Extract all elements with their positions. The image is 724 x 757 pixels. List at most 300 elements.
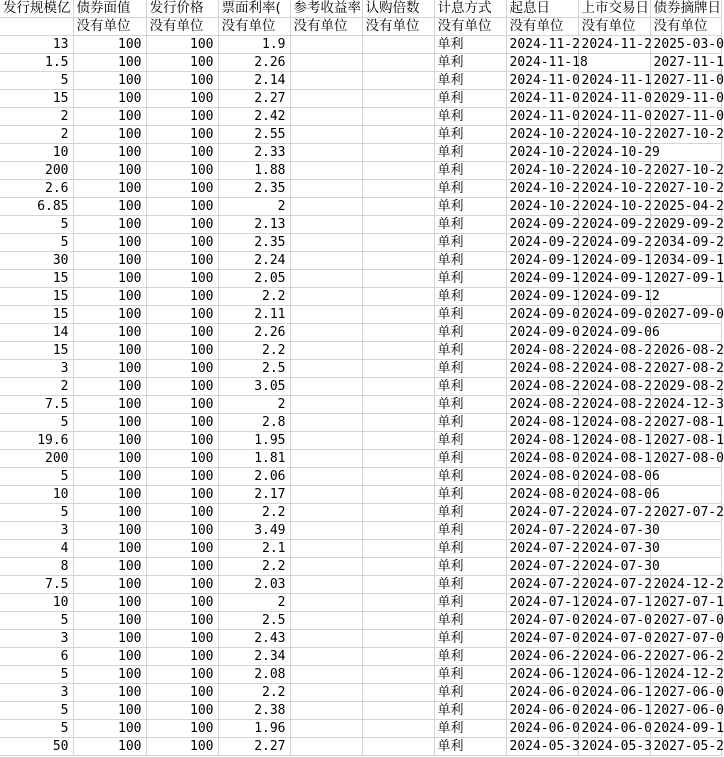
cell-face-value[interactable]: 100 <box>73 648 146 666</box>
cell-interest-method[interactable]: 单利 <box>434 324 506 342</box>
cell-reference-yield[interactable] <box>290 288 362 306</box>
cell-face-value[interactable]: 100 <box>73 738 146 756</box>
cell-interest-method[interactable]: 单利 <box>434 180 506 198</box>
cell-value-date[interactable]: 2024-08-1 <box>506 414 578 432</box>
cell-value-date[interactable]: 2024-08-0 <box>506 468 578 486</box>
cell-delisting-date[interactable] <box>650 522 721 540</box>
cell-listing-date[interactable]: 2024-08-1 <box>578 450 650 468</box>
cell-issue-size[interactable]: 2 <box>0 126 73 144</box>
cell-subscription-multiple[interactable] <box>362 540 434 558</box>
cell-issue-price[interactable]: 100 <box>146 126 218 144</box>
cell-listing-date[interactable]: 2024-08-2 <box>578 378 650 396</box>
cell-interest-method[interactable]: 单利 <box>434 594 506 612</box>
cell-face-value[interactable]: 100 <box>73 252 146 270</box>
cell-issue-size[interactable]: 5 <box>0 468 73 486</box>
cell-coupon-rate[interactable]: 2.26 <box>218 54 290 72</box>
cell-listing-date[interactable]: 2024-11-0 <box>578 90 650 108</box>
header-cell-coupon-rate[interactable]: 票面利率( <box>218 0 290 18</box>
cell-coupon-rate[interactable]: 2.55 <box>218 126 290 144</box>
cell-interest-method[interactable]: 单利 <box>434 90 506 108</box>
cell-interest-method[interactable]: 单利 <box>434 522 506 540</box>
cell-subscription-multiple[interactable] <box>362 234 434 252</box>
cell-coupon-rate[interactable]: 2.35 <box>218 180 290 198</box>
cell-value-date[interactable]: 2024-07-0 <box>506 612 578 630</box>
cell-value-date[interactable]: 2024-11-0 <box>506 108 578 126</box>
cell-reference-yield[interactable] <box>290 468 362 486</box>
cell-face-value[interactable]: 100 <box>73 324 146 342</box>
cell-listing-date[interactable]: 2024-07-2 <box>578 504 650 522</box>
cell-issue-size[interactable]: 10 <box>0 144 73 162</box>
cell-listing-date[interactable]: 2024-06-0 <box>578 720 650 738</box>
unit-cell[interactable]: 没有单位 <box>362 18 434 36</box>
cell-listing-date[interactable]: 2024-10-2 <box>578 198 650 216</box>
cell-value-date[interactable]: 2024-10-2 <box>506 162 578 180</box>
cell-value-date[interactable]: 2024-09-0 <box>506 324 578 342</box>
cell-subscription-multiple[interactable] <box>362 108 434 126</box>
cell-delisting-date[interactable]: 2024-12-2 <box>650 576 721 594</box>
cell-reference-yield[interactable] <box>290 180 362 198</box>
cell-coupon-rate[interactable]: 2.05 <box>218 270 290 288</box>
cell-subscription-multiple[interactable] <box>362 594 434 612</box>
header-cell-interest-method[interactable]: 计息方式 <box>434 0 506 18</box>
cell-subscription-multiple[interactable] <box>362 216 434 234</box>
cell-interest-method[interactable]: 单利 <box>434 36 506 54</box>
unit-cell[interactable]: 没有单位 <box>73 18 146 36</box>
cell-interest-method[interactable]: 单利 <box>434 486 506 504</box>
cell-interest-method[interactable]: 单利 <box>434 252 506 270</box>
cell-subscription-multiple[interactable] <box>362 702 434 720</box>
cell-issue-size[interactable]: 15 <box>0 306 73 324</box>
cell-subscription-multiple[interactable] <box>362 576 434 594</box>
cell-subscription-multiple[interactable] <box>362 414 434 432</box>
cell-subscription-multiple[interactable] <box>362 684 434 702</box>
cell-subscription-multiple[interactable] <box>362 288 434 306</box>
cell-face-value[interactable]: 100 <box>73 360 146 378</box>
cell-subscription-multiple[interactable] <box>362 558 434 576</box>
cell-reference-yield[interactable] <box>290 504 362 522</box>
cell-face-value[interactable]: 100 <box>73 54 146 72</box>
cell-face-value[interactable]: 100 <box>73 234 146 252</box>
cell-issue-size[interactable]: 5 <box>0 612 73 630</box>
cell-issue-price[interactable]: 100 <box>146 522 218 540</box>
cell-coupon-rate[interactable]: 2.33 <box>218 144 290 162</box>
cell-value-date[interactable]: 2024-09-0 <box>506 306 578 324</box>
cell-subscription-multiple[interactable] <box>362 450 434 468</box>
cell-delisting-date[interactable] <box>650 288 721 306</box>
cell-issue-size[interactable]: 10 <box>0 486 73 504</box>
cell-subscription-multiple[interactable] <box>362 720 434 738</box>
cell-face-value[interactable]: 100 <box>73 594 146 612</box>
cell-issue-price[interactable]: 100 <box>146 198 218 216</box>
cell-reference-yield[interactable] <box>290 630 362 648</box>
cell-delisting-date[interactable]: 2027-11-0 <box>650 108 721 126</box>
cell-delisting-date[interactable]: 2029-08-2 <box>650 378 721 396</box>
cell-value-date[interactable]: 2024-06-1 <box>506 666 578 684</box>
cell-issue-price[interactable]: 100 <box>146 216 218 234</box>
cell-subscription-multiple[interactable] <box>362 396 434 414</box>
cell-issue-size[interactable]: 4 <box>0 540 73 558</box>
cell-delisting-date[interactable] <box>650 540 721 558</box>
cell-reference-yield[interactable] <box>290 216 362 234</box>
cell-subscription-multiple[interactable] <box>362 360 434 378</box>
cell-issue-price[interactable]: 100 <box>146 162 218 180</box>
cell-issue-size[interactable]: 3 <box>0 630 73 648</box>
header-cell-value-date[interactable]: 起息日 <box>506 0 578 18</box>
cell-issue-price[interactable]: 100 <box>146 360 218 378</box>
cell-interest-method[interactable]: 单利 <box>434 540 506 558</box>
cell-interest-method[interactable]: 单利 <box>434 702 506 720</box>
cell-interest-method[interactable]: 单利 <box>434 54 506 72</box>
cell-listing-date[interactable]: 2024-05-3 <box>578 738 650 756</box>
cell-listing-date[interactable]: 2024-08-06 <box>578 468 650 486</box>
cell-issue-size[interactable]: 1.5 <box>0 54 73 72</box>
cell-interest-method[interactable]: 单利 <box>434 666 506 684</box>
cell-issue-size[interactable]: 2 <box>0 108 73 126</box>
cell-coupon-rate[interactable]: 2.08 <box>218 666 290 684</box>
cell-reference-yield[interactable] <box>290 594 362 612</box>
cell-delisting-date[interactable]: 2029-11-0 <box>650 90 721 108</box>
cell-reference-yield[interactable] <box>290 522 362 540</box>
cell-listing-date[interactable]: 2024-07-1 <box>578 594 650 612</box>
unit-cell[interactable]: 没有单位 <box>146 18 218 36</box>
cell-coupon-rate[interactable]: 2.2 <box>218 558 290 576</box>
cell-subscription-multiple[interactable] <box>362 126 434 144</box>
cell-issue-size[interactable]: 15 <box>0 342 73 360</box>
cell-issue-size[interactable]: 10 <box>0 594 73 612</box>
cell-interest-method[interactable]: 单利 <box>434 414 506 432</box>
cell-subscription-multiple[interactable] <box>362 90 434 108</box>
cell-reference-yield[interactable] <box>290 684 362 702</box>
cell-delisting-date[interactable] <box>650 558 721 576</box>
cell-issue-size[interactable]: 6 <box>0 648 73 666</box>
cell-interest-method[interactable]: 单利 <box>434 360 506 378</box>
cell-face-value[interactable]: 100 <box>73 270 146 288</box>
cell-delisting-date[interactable]: 2025-03-0 <box>650 36 721 54</box>
cell-issue-price[interactable]: 100 <box>146 252 218 270</box>
cell-face-value[interactable]: 100 <box>73 342 146 360</box>
cell-issue-price[interactable]: 100 <box>146 558 218 576</box>
cell-issue-price[interactable]: 100 <box>146 702 218 720</box>
cell-listing-date[interactable]: 2024-10-2 <box>578 126 650 144</box>
cell-reference-yield[interactable] <box>290 342 362 360</box>
cell-listing-date[interactable]: 2024-06-1 <box>578 702 650 720</box>
cell-face-value[interactable]: 100 <box>73 576 146 594</box>
cell-delisting-date[interactable]: 2027-11-1 <box>650 54 721 72</box>
cell-value-date[interactable]: 2024-07-2 <box>506 504 578 522</box>
cell-reference-yield[interactable] <box>290 162 362 180</box>
cell-issue-size[interactable]: 7.5 <box>0 396 73 414</box>
cell-value-date[interactable]: 2024-08-0 <box>506 450 578 468</box>
cell-value-date[interactable]: 2024-07-2 <box>506 540 578 558</box>
cell-coupon-rate[interactable]: 2.17 <box>218 486 290 504</box>
cell-issue-price[interactable]: 100 <box>146 576 218 594</box>
cell-listing-date[interactable]: 2024-10-2 <box>578 180 650 198</box>
cell-issue-size[interactable]: 14 <box>0 324 73 342</box>
cell-delisting-date[interactable]: 2027-08-2 <box>650 360 721 378</box>
cell-interest-method[interactable]: 单利 <box>434 576 506 594</box>
cell-reference-yield[interactable] <box>290 396 362 414</box>
cell-value-date[interactable]: 2024-09-2 <box>506 216 578 234</box>
cell-issue-price[interactable]: 100 <box>146 234 218 252</box>
cell-issue-price[interactable]: 100 <box>146 90 218 108</box>
cell-issue-price[interactable]: 100 <box>146 594 218 612</box>
cell-interest-method[interactable]: 单利 <box>434 108 506 126</box>
cell-issue-size[interactable]: 7.5 <box>0 576 73 594</box>
unit-cell[interactable]: 没有单位 <box>434 18 506 36</box>
cell-reference-yield[interactable] <box>290 576 362 594</box>
cell-issue-price[interactable]: 100 <box>146 540 218 558</box>
cell-coupon-rate[interactable]: 2.1 <box>218 540 290 558</box>
cell-coupon-rate[interactable]: 2.34 <box>218 648 290 666</box>
cell-delisting-date[interactable]: 2027-10-2 <box>650 162 721 180</box>
cell-coupon-rate[interactable]: 2.8 <box>218 414 290 432</box>
header-cell-reference-yield[interactable]: 参考收益率 <box>290 0 362 18</box>
cell-interest-method[interactable]: 单利 <box>434 306 506 324</box>
cell-issue-size[interactable]: 5 <box>0 72 73 90</box>
cell-face-value[interactable]: 100 <box>73 72 146 90</box>
cell-interest-method[interactable]: 单利 <box>434 558 506 576</box>
cell-listing-date[interactable]: 2024-09-2 <box>578 216 650 234</box>
cell-value-date[interactable]: 2024-06-0 <box>506 702 578 720</box>
cell-listing-date[interactable]: 2024-11-2 <box>578 36 650 54</box>
cell-delisting-date[interactable]: 2027-09-0 <box>650 306 721 324</box>
cell-value-date[interactable]: 2024-10-2 <box>506 198 578 216</box>
cell-issue-size[interactable]: 5 <box>0 414 73 432</box>
cell-interest-method[interactable]: 单利 <box>434 684 506 702</box>
cell-issue-price[interactable]: 100 <box>146 54 218 72</box>
cell-delisting-date[interactable]: 2024-12-3 <box>650 396 721 414</box>
cell-value-date[interactable]: 2024-10-2 <box>506 144 578 162</box>
cell-coupon-rate[interactable]: 2 <box>218 198 290 216</box>
cell-listing-date[interactable]: 2024-07-0 <box>578 630 650 648</box>
cell-face-value[interactable]: 100 <box>73 702 146 720</box>
cell-issue-price[interactable]: 100 <box>146 666 218 684</box>
unit-cell[interactable]: 没有单位 <box>578 18 650 36</box>
cell-reference-yield[interactable] <box>290 360 362 378</box>
cell-reference-yield[interactable] <box>290 252 362 270</box>
cell-subscription-multiple[interactable] <box>362 324 434 342</box>
cell-interest-method[interactable]: 单利 <box>434 432 506 450</box>
cell-issue-size[interactable]: 5 <box>0 216 73 234</box>
cell-delisting-date[interactable]: 2024-12-2 <box>650 666 721 684</box>
cell-coupon-rate[interactable]: 2.27 <box>218 90 290 108</box>
cell-issue-price[interactable]: 100 <box>146 432 218 450</box>
cell-issue-price[interactable]: 100 <box>146 396 218 414</box>
cell-delisting-date[interactable]: 2027-07-0 <box>650 612 721 630</box>
cell-face-value[interactable]: 100 <box>73 306 146 324</box>
cell-face-value[interactable]: 100 <box>73 540 146 558</box>
cell-value-date[interactable]: 2024-11-18 <box>506 54 578 72</box>
cell-face-value[interactable]: 100 <box>73 126 146 144</box>
cell-listing-date[interactable]: 2024-11-1 <box>578 72 650 90</box>
cell-delisting-date[interactable]: 2027-08-1 <box>650 432 721 450</box>
cell-interest-method[interactable]: 单利 <box>434 72 506 90</box>
cell-listing-date[interactable]: 2024-09-06 <box>578 324 650 342</box>
cell-reference-yield[interactable] <box>290 450 362 468</box>
cell-subscription-multiple[interactable] <box>362 630 434 648</box>
cell-face-value[interactable]: 100 <box>73 288 146 306</box>
cell-issue-price[interactable]: 100 <box>146 288 218 306</box>
cell-value-date[interactable]: 2024-07-1 <box>506 594 578 612</box>
cell-delisting-date[interactable]: 2026-08-2 <box>650 342 721 360</box>
cell-subscription-multiple[interactable] <box>362 162 434 180</box>
cell-interest-method[interactable]: 单利 <box>434 738 506 756</box>
cell-issue-size[interactable]: 2.6 <box>0 180 73 198</box>
cell-issue-size[interactable]: 2 <box>0 378 73 396</box>
cell-delisting-date[interactable]: 2034-09-1 <box>650 252 721 270</box>
unit-cell[interactable]: 没有单位 <box>218 18 290 36</box>
cell-issue-size[interactable]: 200 <box>0 162 73 180</box>
cell-issue-size[interactable]: 3 <box>0 522 73 540</box>
cell-subscription-multiple[interactable] <box>362 198 434 216</box>
cell-value-date[interactable]: 2024-11-0 <box>506 90 578 108</box>
cell-interest-method[interactable]: 单利 <box>434 378 506 396</box>
cell-delisting-date[interactable]: 2029-09-2 <box>650 216 721 234</box>
cell-face-value[interactable]: 100 <box>73 144 146 162</box>
cell-issue-price[interactable]: 100 <box>146 414 218 432</box>
cell-listing-date[interactable]: 2024-09-1 <box>578 252 650 270</box>
cell-subscription-multiple[interactable] <box>362 252 434 270</box>
unit-cell[interactable]: 没有单位 <box>650 18 721 36</box>
cell-issue-size[interactable]: 5 <box>0 720 73 738</box>
cell-face-value[interactable]: 100 <box>73 108 146 126</box>
cell-value-date[interactable]: 2024-06-0 <box>506 720 578 738</box>
cell-delisting-date[interactable]: 2027-05-2 <box>650 738 721 756</box>
cell-issue-size[interactable]: 6.85 <box>0 198 73 216</box>
cell-listing-date[interactable]: 2024-06-1 <box>578 666 650 684</box>
cell-coupon-rate[interactable]: 2.5 <box>218 612 290 630</box>
header-cell-issue-price[interactable]: 发行价格 <box>146 0 218 18</box>
cell-listing-date[interactable]: 2024-08-06 <box>578 486 650 504</box>
cell-face-value[interactable]: 100 <box>73 504 146 522</box>
cell-face-value[interactable]: 100 <box>73 666 146 684</box>
cell-interest-method[interactable]: 单利 <box>434 144 506 162</box>
cell-listing-date[interactable]: 2024-07-2 <box>578 576 650 594</box>
cell-reference-yield[interactable] <box>290 666 362 684</box>
cell-listing-date[interactable]: 2024-08-2 <box>578 396 650 414</box>
cell-coupon-rate[interactable]: 2.2 <box>218 288 290 306</box>
cell-value-date[interactable]: 2024-10-2 <box>506 180 578 198</box>
cell-listing-date[interactable]: 2024-07-0 <box>578 612 650 630</box>
cell-issue-size[interactable]: 3 <box>0 684 73 702</box>
cell-listing-date[interactable] <box>578 54 650 72</box>
cell-coupon-rate[interactable]: 2.06 <box>218 468 290 486</box>
cell-reference-yield[interactable] <box>290 234 362 252</box>
cell-interest-method[interactable]: 单利 <box>434 396 506 414</box>
cell-coupon-rate[interactable]: 2.13 <box>218 216 290 234</box>
cell-delisting-date[interactable] <box>650 144 721 162</box>
cell-interest-method[interactable]: 单利 <box>434 216 506 234</box>
cell-face-value[interactable]: 100 <box>73 414 146 432</box>
cell-subscription-multiple[interactable] <box>362 378 434 396</box>
cell-reference-yield[interactable] <box>290 306 362 324</box>
cell-issue-size[interactable]: 5 <box>0 234 73 252</box>
cell-reference-yield[interactable] <box>290 72 362 90</box>
cell-value-date[interactable]: 2024-09-2 <box>506 234 578 252</box>
cell-issue-price[interactable]: 100 <box>146 306 218 324</box>
cell-issue-price[interactable]: 100 <box>146 324 218 342</box>
cell-interest-method[interactable]: 单利 <box>434 126 506 144</box>
cell-interest-method[interactable]: 单利 <box>434 234 506 252</box>
cell-issue-price[interactable]: 100 <box>146 684 218 702</box>
cell-subscription-multiple[interactable] <box>362 306 434 324</box>
cell-value-date[interactable]: 2024-09-1 <box>506 288 578 306</box>
cell-listing-date[interactable]: 2024-06-2 <box>578 648 650 666</box>
cell-reference-yield[interactable] <box>290 270 362 288</box>
cell-subscription-multiple[interactable] <box>362 144 434 162</box>
cell-value-date[interactable]: 2024-11-0 <box>506 72 578 90</box>
cell-coupon-rate[interactable]: 2.03 <box>218 576 290 594</box>
cell-reference-yield[interactable] <box>290 432 362 450</box>
cell-issue-price[interactable]: 100 <box>146 738 218 756</box>
cell-subscription-multiple[interactable] <box>362 36 434 54</box>
cell-subscription-multiple[interactable] <box>362 180 434 198</box>
cell-value-date[interactable]: 2024-06-2 <box>506 648 578 666</box>
cell-reference-yield[interactable] <box>290 720 362 738</box>
cell-delisting-date[interactable]: 2027-11-0 <box>650 72 721 90</box>
cell-delisting-date[interactable]: 2027-08-0 <box>650 450 721 468</box>
cell-value-date[interactable]: 2024-08-2 <box>506 360 578 378</box>
cell-reference-yield[interactable] <box>290 90 362 108</box>
cell-interest-method[interactable]: 单利 <box>434 720 506 738</box>
header-cell-delisting-date[interactable]: 债券摘牌日 <box>650 0 721 18</box>
cell-issue-size[interactable]: 200 <box>0 450 73 468</box>
cell-delisting-date[interactable]: 2027-07-1 <box>650 594 721 612</box>
cell-listing-date[interactable]: 2024-09-2 <box>578 234 650 252</box>
cell-face-value[interactable]: 100 <box>73 90 146 108</box>
cell-interest-method[interactable]: 单利 <box>434 612 506 630</box>
cell-issue-price[interactable]: 100 <box>146 450 218 468</box>
cell-issue-price[interactable]: 100 <box>146 144 218 162</box>
cell-subscription-multiple[interactable] <box>362 270 434 288</box>
cell-issue-size[interactable]: 8 <box>0 558 73 576</box>
cell-subscription-multiple[interactable] <box>362 648 434 666</box>
cell-delisting-date[interactable]: 2027-06-0 <box>650 702 721 720</box>
cell-reference-yield[interactable] <box>290 540 362 558</box>
cell-coupon-rate[interactable]: 2.2 <box>218 684 290 702</box>
cell-listing-date[interactable]: 2024-10-29 <box>578 144 650 162</box>
cell-reference-yield[interactable] <box>290 648 362 666</box>
cell-issue-size[interactable]: 5 <box>0 504 73 522</box>
cell-value-date[interactable]: 2024-08-2 <box>506 378 578 396</box>
cell-value-date[interactable]: 2024-08-0 <box>506 486 578 504</box>
cell-reference-yield[interactable] <box>290 702 362 720</box>
cell-issue-price[interactable]: 100 <box>146 378 218 396</box>
cell-interest-method[interactable]: 单利 <box>434 450 506 468</box>
cell-coupon-rate[interactable]: 1.95 <box>218 432 290 450</box>
cell-coupon-rate[interactable]: 2.5 <box>218 360 290 378</box>
cell-delisting-date[interactable]: 2027-07-2 <box>650 504 721 522</box>
cell-issue-price[interactable]: 100 <box>146 504 218 522</box>
cell-issue-size[interactable]: 15 <box>0 90 73 108</box>
cell-issue-price[interactable]: 100 <box>146 468 218 486</box>
cell-issue-size[interactable]: 15 <box>0 288 73 306</box>
cell-issue-size[interactable]: 19.6 <box>0 432 73 450</box>
cell-value-date[interactable]: 2024-07-0 <box>506 630 578 648</box>
cell-listing-date[interactable]: 2024-09-12 <box>578 288 650 306</box>
cell-interest-method[interactable]: 单利 <box>434 342 506 360</box>
cell-reference-yield[interactable] <box>290 324 362 342</box>
cell-issue-price[interactable]: 100 <box>146 108 218 126</box>
cell-reference-yield[interactable] <box>290 144 362 162</box>
cell-face-value[interactable]: 100 <box>73 378 146 396</box>
cell-face-value[interactable]: 100 <box>73 450 146 468</box>
cell-listing-date[interactable]: 2024-07-30 <box>578 540 650 558</box>
cell-delisting-date[interactable] <box>650 468 721 486</box>
cell-issue-price[interactable]: 100 <box>146 648 218 666</box>
unit-cell[interactable] <box>0 18 73 36</box>
cell-interest-method[interactable]: 单利 <box>434 288 506 306</box>
